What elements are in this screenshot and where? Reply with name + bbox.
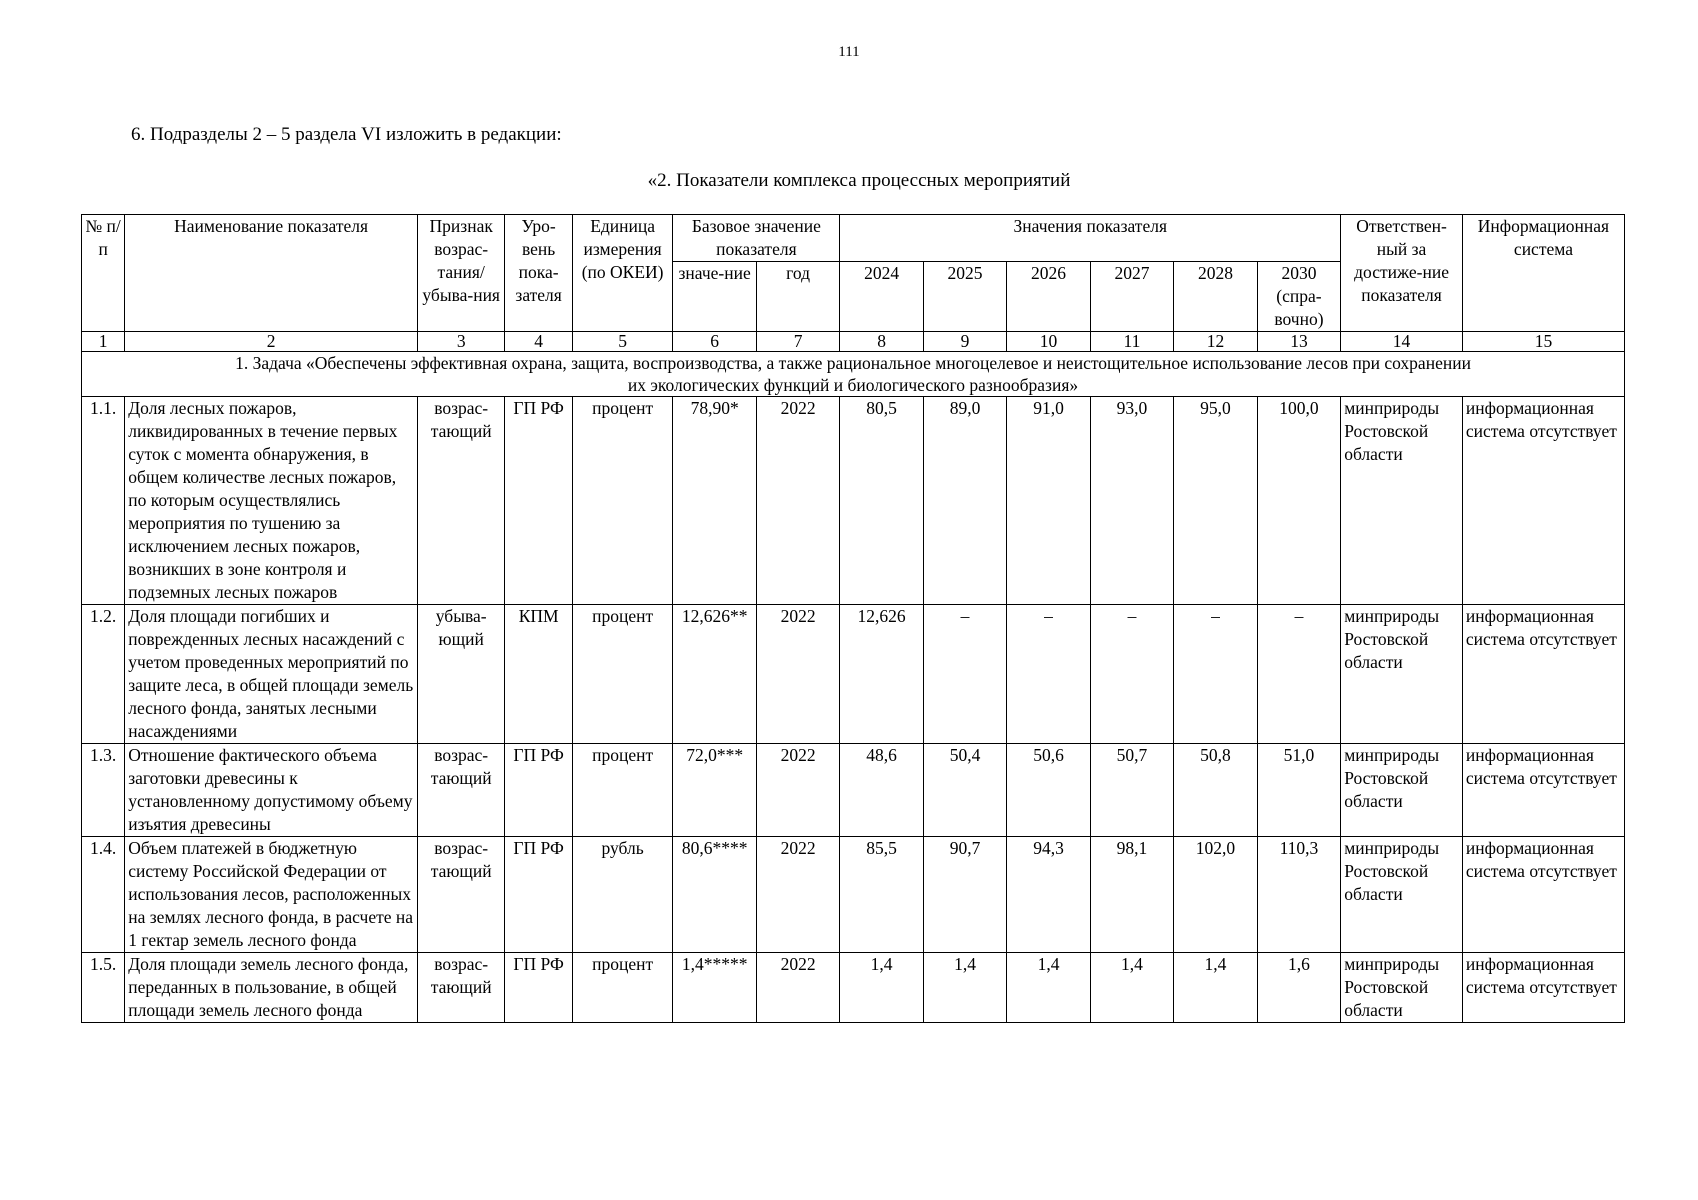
row-value: 94,3 [1007,837,1090,953]
row-value: 50,4 [923,744,1006,837]
row-base-year: 2022 [756,744,839,837]
row-value: 90,7 [923,837,1006,953]
column-number: 6 [673,332,756,352]
row-value: 50,8 [1174,744,1257,837]
header-year: 2024 [840,262,923,332]
header-sign: Признак возрас-тания/ убыва-ния [417,215,505,332]
row-info: информационная система отсутствует [1462,953,1624,1023]
row-name: Отношение фактического объема заготовки древесины к установленному допустимому объему изъятия древесины [125,744,418,837]
row-num: 1.3. [82,744,125,837]
row-info: информационная система отсутствует [1462,837,1624,953]
row-name: Доля лесных пожаров, ликвидированных в течение первых суток с момента обнаружения, в общем количестве лесных пожаров, по которым осуществлялись мероприятия по тушению за исключением лесных пожаров, возникших в зоне контроля и подземных лесных пожаров [125,397,418,605]
row-value: 100,0 [1257,397,1341,605]
row-sign: возрас-тающий [417,744,505,837]
row-value: 85,5 [840,837,923,953]
column-number: 2 [125,332,418,352]
row-base-value: 80,6**** [673,837,756,953]
header-year: 2025 [923,262,1006,332]
row-value: – [923,605,1006,744]
row-level: ГП РФ [505,837,572,953]
row-responsible: минприроды Ростовской области [1341,605,1463,744]
row-value: 1,4 [1007,953,1090,1023]
row-base-value: 78,90* [673,397,756,605]
table-row [82,953,1625,1023]
row-unit: рубль [572,837,673,953]
row-unit: процент [572,744,673,837]
row-sign: возрас-тающий [417,397,505,605]
row-value: 48,6 [840,744,923,837]
header-year: 2026 [1007,262,1090,332]
row-level: ГП РФ [505,744,572,837]
row-level: ГП РФ [505,397,572,605]
row-unit: процент [572,605,673,744]
row-level: КПМ [505,605,572,744]
table-row [82,605,1625,744]
table-row [82,397,1625,605]
row-value: 102,0 [1174,837,1257,953]
row-responsible: минприроды Ростовской области [1341,397,1463,605]
row-base-year: 2022 [756,397,839,605]
row-num: 1.5. [82,953,125,1023]
row-responsible: минприроды Ростовской области [1341,837,1463,953]
row-value: 91,0 [1007,397,1090,605]
header-year: 2030 (спра-вочно) [1257,262,1341,332]
row-base-year: 2022 [756,837,839,953]
row-value: – [1257,605,1341,744]
column-number: 10 [1007,332,1090,352]
row-value: – [1174,605,1257,744]
row-name: Доля площади земель лесного фонда, переданных в пользование, в общей площади земель лесного фонда [125,953,418,1023]
header-level: Уро-вень пока-зателя [505,215,572,332]
column-number: 14 [1341,332,1463,352]
header-name: Наименование показателя [125,215,418,332]
row-value: 1,4 [840,953,923,1023]
header-base-year: год [756,262,839,332]
row-unit: процент [572,953,673,1023]
row-sign: возрас-тающий [417,837,505,953]
row-value: 1,4 [923,953,1006,1023]
row-sign: возрас-тающий [417,953,505,1023]
row-value: – [1007,605,1090,744]
row-info: информационная система отсутствует [1462,605,1624,744]
column-number: 3 [417,332,505,352]
row-value: 93,0 [1090,397,1173,605]
row-value: 12,626 [840,605,923,744]
row-value: 1,4 [1174,953,1257,1023]
row-responsible: минприроды Ростовской области [1341,953,1463,1023]
header-unit: Единица измерения (по ОКЕИ) [572,215,673,332]
row-value: 98,1 [1090,837,1173,953]
row-value: – [1090,605,1173,744]
column-number: 7 [756,332,839,352]
row-num: 1.1. [82,397,125,605]
table-row [82,744,1625,837]
column-number: 12 [1174,332,1257,352]
row-value: 110,3 [1257,837,1341,953]
column-number: 9 [923,332,1006,352]
row-base-year: 2022 [756,605,839,744]
header-base: Базовое значение показателя [673,215,840,262]
row-value: 80,5 [840,397,923,605]
row-info: информационная система отсутствует [1462,744,1624,837]
header-year: 2027 [1090,262,1173,332]
header-values: Значения показателя [840,215,1341,262]
row-value: 51,0 [1257,744,1341,837]
row-num: 1.2. [82,605,125,744]
page-number: 111 [838,44,860,60]
header-responsible: Ответствен-ный за достиже-ние показателя [1341,215,1463,332]
column-number-row [82,332,1625,352]
row-name: Объем платежей в бюджетную систему Российской Федерации от использования лесов, расположенных на землях лесного фонда, в расчете на 1 гектар земель лесного фонда [125,837,418,953]
row-unit: процент [572,397,673,605]
row-base-value: 1,4***** [673,953,756,1023]
row-value: 95,0 [1174,397,1257,605]
column-number: 4 [505,332,572,352]
row-base-value: 12,626** [673,605,756,744]
row-value: 1,6 [1257,953,1341,1023]
row-base-year: 2022 [756,953,839,1023]
column-number: 5 [572,332,673,352]
row-num: 1.4. [82,837,125,953]
row-value: 89,0 [923,397,1006,605]
task-heading: 1. Задача «Обеспечены эффективная охрана, защита, воспроизводства, а также рациональное многоцелевое и неистощительное использование лесов при сохранении их экологических функций и биологического разнообразия» [82,352,1625,397]
indicators-table [81,214,1625,1023]
column-number: 8 [840,332,923,352]
row-value: 50,6 [1007,744,1090,837]
row-name: Доля площади погибших и поврежденных лесных насаждений с учетом проведенных мероприятий по защите леса, в общей площади земель лесного фонда, занятых лесными насаждениями [125,605,418,744]
header-base-value: значе-ние [673,262,756,332]
row-value: 1,4 [1090,953,1173,1023]
table-row [82,837,1625,953]
header-year: 2028 [1174,262,1257,332]
row-base-value: 72,0*** [673,744,756,837]
intro-paragraph: 6. Подразделы 2 – 5 раздела VI изложить в редакции: [131,124,562,145]
column-number: 1 [82,332,125,352]
task-row [82,352,1625,397]
row-responsible: минприроды Ростовской области [1341,744,1463,837]
row-info: информационная система отсутствует [1462,397,1624,605]
row-sign: убыва-ющий [417,605,505,744]
column-number: 11 [1090,332,1173,352]
column-number: 13 [1257,332,1341,352]
row-value: 50,7 [1090,744,1173,837]
row-level: ГП РФ [505,953,572,1023]
table-title: «2. Показатели комплекса процессных мероприятий [647,170,1071,191]
header-num: № п/п [82,215,125,332]
column-number: 15 [1462,332,1624,352]
header-info: Информационная система [1462,215,1624,332]
